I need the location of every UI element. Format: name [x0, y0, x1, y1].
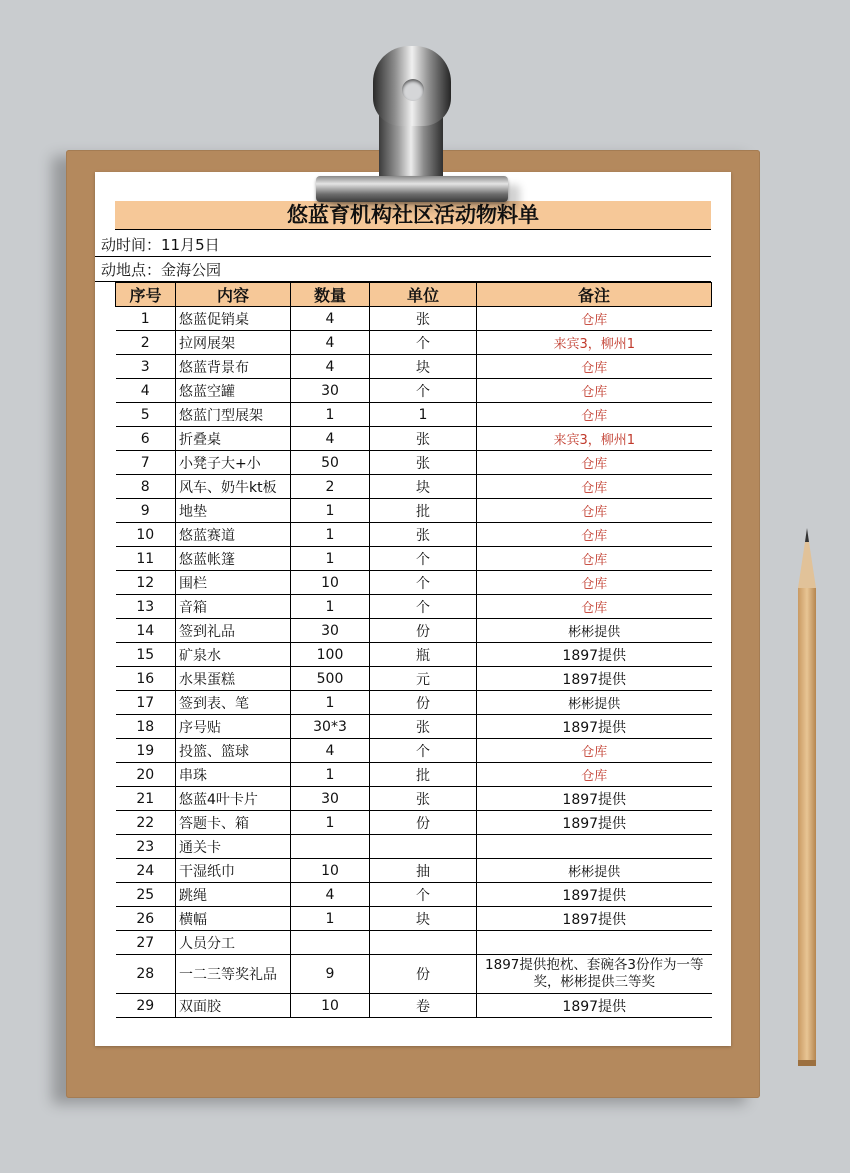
cell-content: 围栏: [176, 571, 291, 595]
cell-index: 27: [116, 931, 176, 955]
table-row: [116, 859, 712, 883]
table-row: [116, 331, 712, 355]
cell-note: 仓库: [477, 595, 712, 619]
cell-index: 1: [116, 307, 176, 331]
cell-quantity: 4: [291, 307, 370, 331]
table-row: [116, 835, 712, 859]
cell-content: 小凳子大+小: [176, 451, 291, 475]
table-row: [116, 571, 712, 595]
cell-index: 29: [116, 994, 176, 1018]
cell-note: 仓库: [477, 739, 712, 763]
cell-unit: 张: [370, 451, 477, 475]
cell-note: 1897提供: [477, 643, 712, 667]
cell-index: 21: [116, 787, 176, 811]
cell-index: 10: [116, 523, 176, 547]
cell-quantity: 1: [291, 811, 370, 835]
cell-index: 6: [116, 427, 176, 451]
table-header-row: [116, 283, 712, 307]
cell-content: 投篮、篮球: [176, 739, 291, 763]
cell-index: 28: [116, 955, 176, 994]
table-row: [116, 523, 712, 547]
activity-place: 动地点：金海公园: [95, 258, 711, 282]
cell-note: 1897提供: [477, 715, 712, 739]
cell-index: 5: [116, 403, 176, 427]
cell-index: 8: [116, 475, 176, 499]
cell-content: 签到表、笔: [176, 691, 291, 715]
pencil-icon: [796, 528, 818, 1068]
table-row: [116, 499, 712, 523]
cell-note: 1897提供抱枕、套碗各3份作为一等奖，彬彬提供三等奖: [477, 955, 712, 994]
cell-content: 风车、奶牛kt板: [176, 475, 291, 499]
cell-unit: 块: [370, 475, 477, 499]
cell-note: 仓库: [477, 475, 712, 499]
cell-note: 1897提供: [477, 787, 712, 811]
cell-index: 14: [116, 619, 176, 643]
cell-quantity: 500: [291, 667, 370, 691]
cell-content: 干湿纸巾: [176, 859, 291, 883]
cell-content: 悠蓝促销桌: [176, 307, 291, 331]
cell-content: 悠蓝帐篷: [176, 547, 291, 571]
cell-quantity: 50: [291, 451, 370, 475]
header-quantity: 数量: [291, 283, 370, 307]
table-body: [116, 307, 712, 1018]
cell-quantity: 1: [291, 499, 370, 523]
cell-index: 24: [116, 859, 176, 883]
cell-content: 答题卡、箱: [176, 811, 291, 835]
cell-index: 11: [116, 547, 176, 571]
cell-content: 串珠: [176, 763, 291, 787]
cell-note: 1897提供: [477, 883, 712, 907]
table-row: [116, 595, 712, 619]
cell-content: 悠蓝背景布: [176, 355, 291, 379]
cell-unit: 份: [370, 619, 477, 643]
cell-index: 17: [116, 691, 176, 715]
cell-index: 18: [116, 715, 176, 739]
cell-index: 2: [116, 331, 176, 355]
cell-content: 跳绳: [176, 883, 291, 907]
cell-unit: 个: [370, 595, 477, 619]
cell-quantity: 1: [291, 547, 370, 571]
cell-quantity: 4: [291, 739, 370, 763]
cell-quantity: 1: [291, 691, 370, 715]
cell-index: 13: [116, 595, 176, 619]
cell-index: 19: [116, 739, 176, 763]
cell-note: 仓库: [477, 307, 712, 331]
cell-content: 矿泉水: [176, 643, 291, 667]
cell-content: 序号贴: [176, 715, 291, 739]
cell-quantity: 1: [291, 523, 370, 547]
cell-content: 悠蓝空罐: [176, 379, 291, 403]
cell-note: 1897提供: [477, 667, 712, 691]
table-row: [116, 883, 712, 907]
cell-index: 26: [116, 907, 176, 931]
sheet-title: 悠蓝育机构社区活动物料单: [115, 201, 711, 230]
cell-note: [477, 835, 712, 859]
cell-content: 通关卡: [176, 835, 291, 859]
cell-note: 1897提供: [477, 907, 712, 931]
cell-note: 仓库: [477, 451, 712, 475]
table-row: [116, 427, 712, 451]
cell-note: 仓库: [477, 403, 712, 427]
cell-unit: 抽: [370, 859, 477, 883]
material-sheet: [95, 172, 731, 1046]
table-row: [116, 451, 712, 475]
header-index: 序号: [116, 283, 176, 307]
cell-unit: 批: [370, 763, 477, 787]
cell-unit: 张: [370, 523, 477, 547]
cell-quantity: 100: [291, 643, 370, 667]
cell-content: 音箱: [176, 595, 291, 619]
cell-content: 一二三等奖礼品: [176, 955, 291, 994]
cell-note: 彬彬提供: [477, 619, 712, 643]
cell-unit: 个: [370, 571, 477, 595]
cell-content: 人员分工: [176, 931, 291, 955]
cell-content: 悠蓝4叶卡片: [176, 787, 291, 811]
header-content: 内容: [176, 283, 291, 307]
cell-unit: 张: [370, 787, 477, 811]
cell-unit: 瓶: [370, 643, 477, 667]
cell-note: 仓库: [477, 499, 712, 523]
cell-quantity: 9: [291, 955, 370, 994]
table-row: [116, 379, 712, 403]
table-row: [116, 643, 712, 667]
cell-quantity: 10: [291, 859, 370, 883]
cell-unit: 个: [370, 883, 477, 907]
cell-unit: 块: [370, 907, 477, 931]
cell-quantity: [291, 931, 370, 955]
table-row: [116, 787, 712, 811]
table-row: [116, 547, 712, 571]
table-row: [116, 619, 712, 643]
table-row: [116, 739, 712, 763]
cell-note: 彬彬提供: [477, 691, 712, 715]
cell-quantity: 30*3: [291, 715, 370, 739]
cell-content: 双面胶: [176, 994, 291, 1018]
cell-index: 12: [116, 571, 176, 595]
header-unit: 单位: [370, 283, 477, 307]
cell-note: 1897提供: [477, 811, 712, 835]
binder-clip: [316, 176, 508, 202]
table-row: [116, 691, 712, 715]
table-row: [116, 763, 712, 787]
cell-index: 22: [116, 811, 176, 835]
cell-unit: 个: [370, 331, 477, 355]
cell-note: 仓库: [477, 355, 712, 379]
cell-note: 仓库: [477, 571, 712, 595]
table-row: [116, 994, 712, 1018]
cell-unit: 张: [370, 307, 477, 331]
cell-content: 签到礼品: [176, 619, 291, 643]
cell-quantity: 2: [291, 475, 370, 499]
cell-quantity: 4: [291, 355, 370, 379]
cell-content: 悠蓝门型展架: [176, 403, 291, 427]
cell-unit: 块: [370, 355, 477, 379]
table-row: [116, 955, 712, 994]
cell-content: 折叠桌: [176, 427, 291, 451]
table-row: [116, 715, 712, 739]
cell-note: 仓库: [477, 523, 712, 547]
cell-index: 9: [116, 499, 176, 523]
cell-unit: 份: [370, 811, 477, 835]
cell-unit: 1: [370, 403, 477, 427]
table-row: [116, 907, 712, 931]
cell-content: 水果蛋糕: [176, 667, 291, 691]
cell-unit: 个: [370, 547, 477, 571]
cell-note: [477, 931, 712, 955]
cell-index: 23: [116, 835, 176, 859]
cell-note: 彬彬提供: [477, 859, 712, 883]
cell-quantity: 10: [291, 994, 370, 1018]
cell-unit: 卷: [370, 994, 477, 1018]
table-row: [116, 403, 712, 427]
cell-unit: 份: [370, 691, 477, 715]
cell-unit: 批: [370, 499, 477, 523]
table-row: [116, 667, 712, 691]
cell-content: 悠蓝赛道: [176, 523, 291, 547]
cell-note: 来宾3，柳州1: [477, 427, 712, 451]
cell-unit: 份: [370, 955, 477, 994]
cell-quantity: 4: [291, 331, 370, 355]
cell-quantity: 30: [291, 619, 370, 643]
cell-unit: 张: [370, 715, 477, 739]
cell-index: 16: [116, 667, 176, 691]
cell-quantity: [291, 835, 370, 859]
header-note: 备注: [477, 283, 712, 307]
activity-time: 动时间：11月5日: [95, 233, 711, 257]
cell-quantity: 1: [291, 763, 370, 787]
cell-index: 7: [116, 451, 176, 475]
materials-table: [115, 282, 712, 1018]
cell-unit: 张: [370, 427, 477, 451]
cell-unit: [370, 931, 477, 955]
cell-note: 仓库: [477, 379, 712, 403]
cell-note: 仓库: [477, 763, 712, 787]
cell-index: 4: [116, 379, 176, 403]
cell-quantity: 1: [291, 595, 370, 619]
cell-index: 20: [116, 763, 176, 787]
cell-content: 拉网展架: [176, 331, 291, 355]
cell-note: 仓库: [477, 547, 712, 571]
cell-quantity: 30: [291, 787, 370, 811]
cell-index: 3: [116, 355, 176, 379]
table-row: [116, 811, 712, 835]
cell-index: 15: [116, 643, 176, 667]
cell-quantity: 1: [291, 403, 370, 427]
cell-quantity: 4: [291, 427, 370, 451]
table-row: [116, 931, 712, 955]
cell-note: 来宾3，柳州1: [477, 331, 712, 355]
table-row: [116, 307, 712, 331]
table-row: [116, 355, 712, 379]
clip-hole: [402, 79, 424, 101]
cell-quantity: 30: [291, 379, 370, 403]
cell-unit: [370, 835, 477, 859]
cell-content: 地垫: [176, 499, 291, 523]
cell-quantity: 1: [291, 907, 370, 931]
cell-content: 横幅: [176, 907, 291, 931]
cell-quantity: 10: [291, 571, 370, 595]
cell-unit: 个: [370, 739, 477, 763]
cell-quantity: 4: [291, 883, 370, 907]
cell-unit: 元: [370, 667, 477, 691]
cell-unit: 个: [370, 379, 477, 403]
cell-index: 25: [116, 883, 176, 907]
cell-note: 1897提供: [477, 994, 712, 1018]
table-row: [116, 475, 712, 499]
